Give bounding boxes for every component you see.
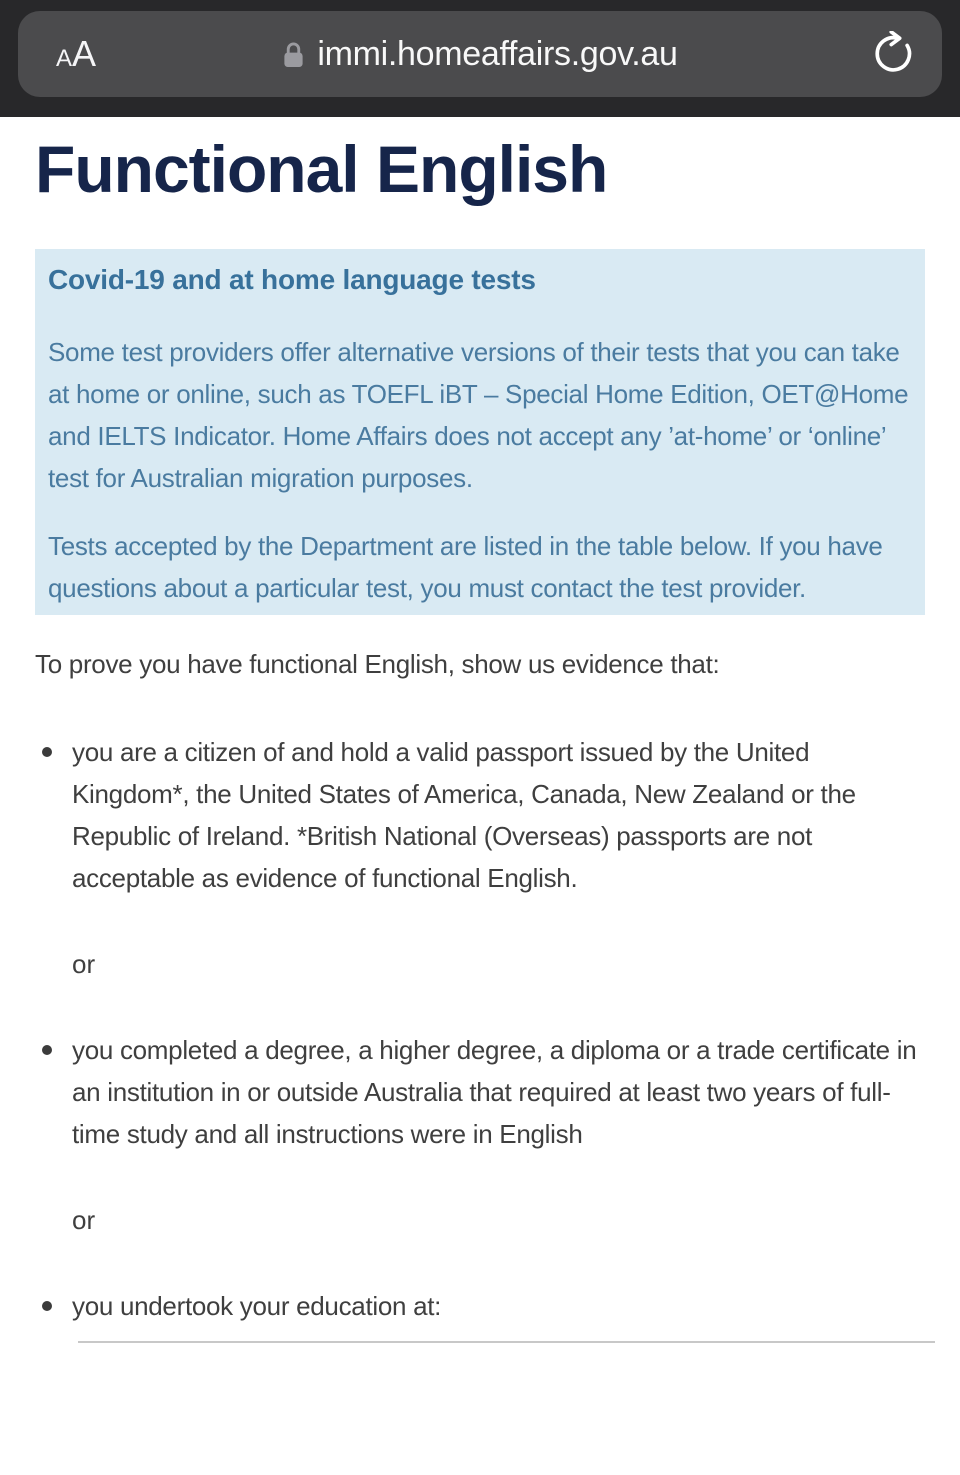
bullet-icon (42, 1301, 52, 1311)
or-separator: or (72, 949, 96, 979)
url-text: immi.homeaffairs.gov.au (317, 34, 678, 73)
lock-icon (282, 40, 305, 70)
page-content (0, 117, 960, 1343)
list-item-text: you are a citizen of and hold a valid passport issued by the United Kingdom*, the United States of America, Canada, New Zealand or the Republic of Ireland. *British National (Overseas) passports are not acceptable as evidence of functional English. (72, 737, 856, 893)
list-item-text: you completed a degree, a higher degree, a diploma or a trade certificate in an institution in or outside Australia that required at least two years of full-time study and all instructions were in English (72, 1035, 917, 1149)
partial-table-top-border (78, 1341, 935, 1343)
list-item-education (35, 1285, 925, 1327)
evidence-list (35, 731, 925, 1343)
url-bar[interactable] (18, 11, 942, 97)
bullet-icon (42, 1045, 52, 1055)
list-item-degree (35, 1029, 925, 1155)
covid-notice-box (35, 249, 925, 615)
intro-text: To prove you have functional English, show us evidence that: (35, 649, 720, 679)
covid-notice-heading: Covid-19 and at home language tests (48, 264, 536, 295)
browser-toolbar (0, 0, 960, 117)
refresh-button[interactable] (870, 31, 916, 77)
text-size-label-big: A (72, 33, 97, 74)
list-item-text: you undertook your education at: (72, 1291, 442, 1321)
covid-notice-paragraph-2: Tests accepted by the Department are listed in the table below. If you have questions about a particular test, you must contact the test provider. (48, 531, 883, 603)
covid-notice-paragraph-1: Some test providers offer alternative versions of their tests that you can take at home or online, such as TOEFL iBT – Special Home Edition, OET@Home and IELTS Indicator. Home Affairs does not accept any ’at-home’ or ‘online’ test for Australian migration purposes. (48, 337, 909, 493)
or-separator: or (72, 1205, 96, 1235)
page-title: Functional English (35, 132, 608, 206)
text-size-label-small: A (56, 45, 73, 72)
bullet-icon (42, 747, 52, 757)
list-item-passport (35, 731, 925, 899)
text-size-button[interactable] (56, 33, 96, 75)
